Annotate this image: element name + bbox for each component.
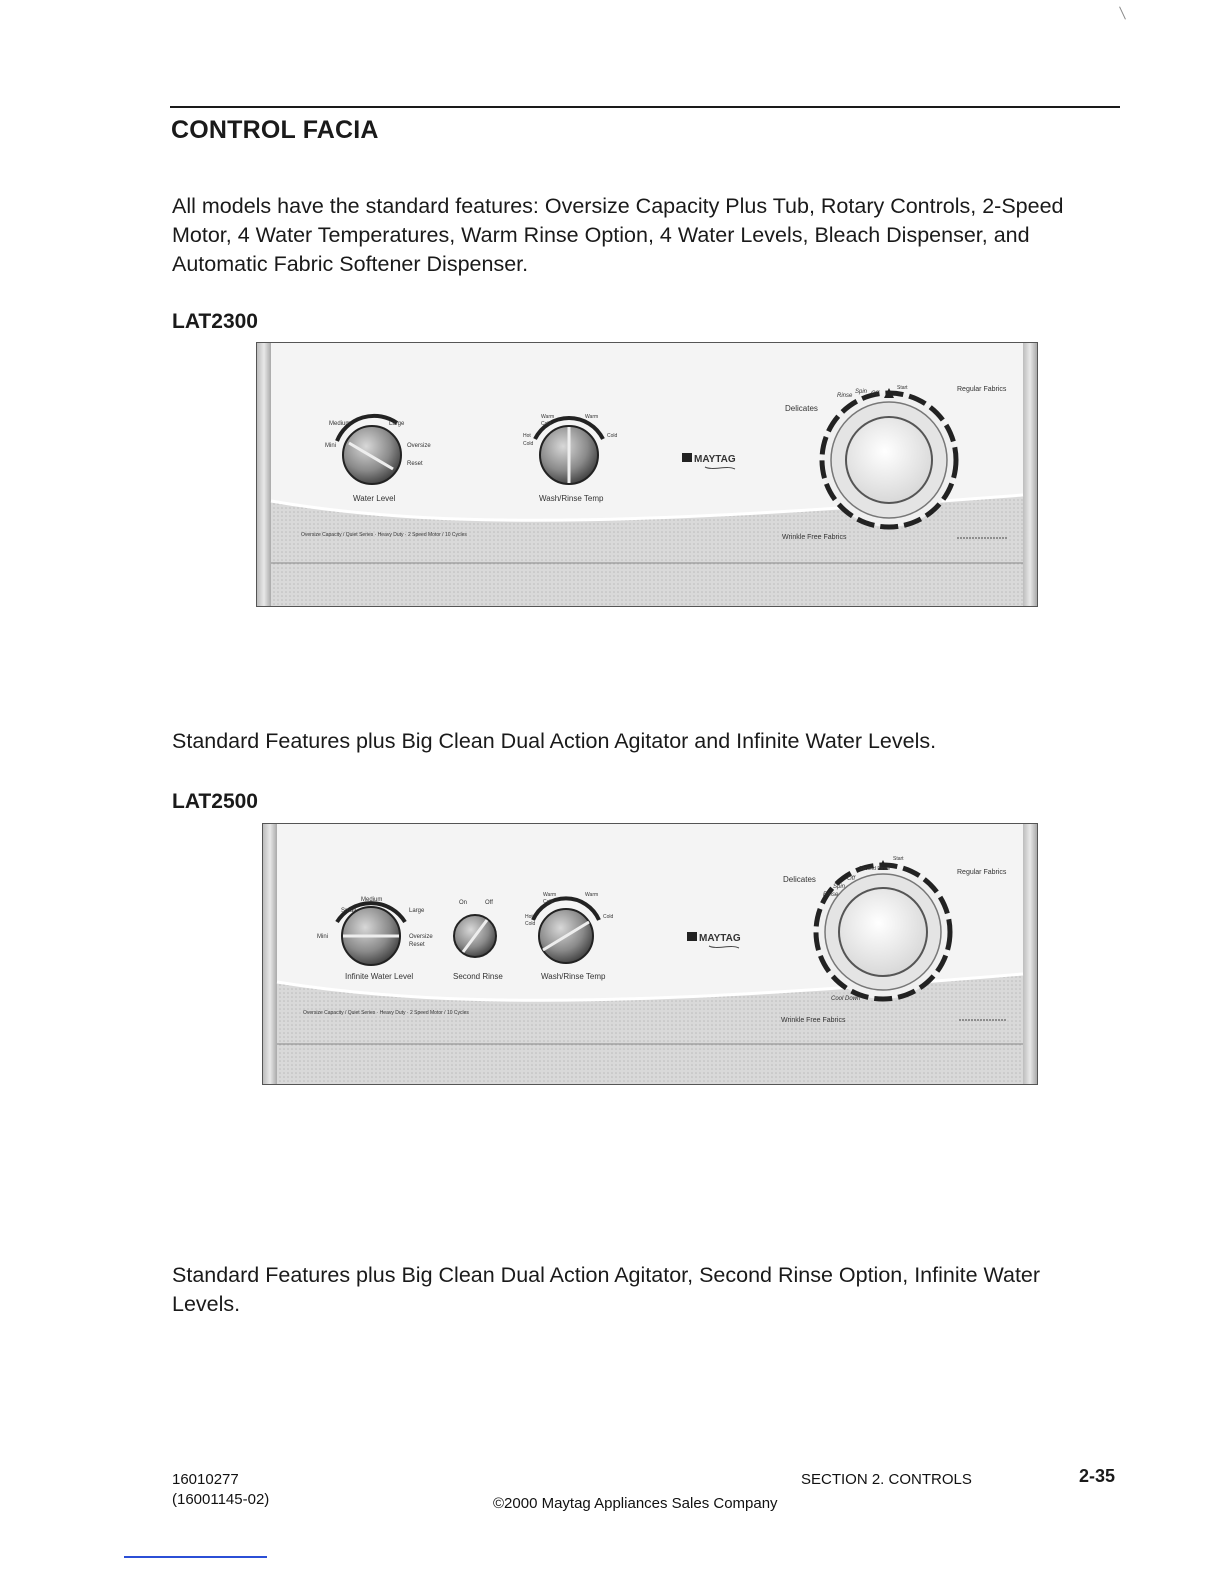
cycle-mark: Second Rinse (859, 866, 891, 872)
temp-mark: Cold (603, 914, 614, 920)
model-heading-lat2500: LAT2500 (172, 790, 258, 813)
lat2500-description: Standard Features plus Big Clean Dual Action Agitator, Second Rinse Option, Infinite Water Levels. (172, 1263, 1041, 1316)
cycle-mark: Rinse (837, 393, 853, 399)
cycle-mark: Start (893, 856, 904, 862)
knob-label-wash-rinse-temp: Wash/Rinse Temp (539, 494, 604, 503)
cycle-mark: Cool Down (831, 996, 861, 1002)
water-level-mark: Small (341, 908, 357, 914)
cycle-label-regular: Regular Fabrics (957, 386, 1007, 393)
cycle-selector-dial[interactable] (822, 388, 956, 527)
cycle-selector-dial[interactable] (816, 860, 950, 999)
cycle-label-delicates: Delicates (785, 404, 818, 413)
second-rinse-mark-on: On (459, 900, 468, 906)
water-level-mark: Large (389, 421, 405, 427)
copyright: ©2000 Maytag Appliances Sales Company (493, 1495, 778, 1512)
feature-strip-text: Oversize Capacity / Quiet Series · Heavy Duty · 2 Speed Motor / 10 Cycles (301, 532, 467, 538)
water-level-mark: Medium (329, 421, 351, 427)
temp-mark: Warm (585, 892, 599, 898)
doc-reference: (16001145-02) (172, 1491, 270, 1508)
knob-label-infinite-water-level: Infinite Water Level (345, 972, 414, 981)
second-rinse-mark-off: Off (485, 900, 493, 906)
temp-mark: Hot (525, 914, 533, 920)
doc-number: 16010277 (172, 1471, 239, 1488)
cycle-label-regular: Regular Fabrics (957, 869, 1007, 876)
feature-strip-text: Oversize Capacity / Quiet Series · Heavy Duty · 2 Speed Motor / 10 Cycles (303, 1010, 469, 1016)
temp-mark: Cold (607, 433, 618, 439)
cycle-mark: Start (897, 385, 908, 391)
control-panel-lat2500 (262, 823, 1038, 1085)
water-level-mark: Reset (409, 942, 425, 948)
scan-mark (1119, 6, 1126, 19)
cycle-mark: Off (871, 391, 880, 397)
page-title: CONTROL FACIA (171, 116, 379, 144)
lat2300-description: Standard Features plus Big Clean Dual Action Agitator and Infinite Water Levels. (172, 729, 937, 753)
control-panel-lat2300 (256, 342, 1038, 607)
cycle-label-wrinkle-free: Wrinkle Free Fabrics (781, 1017, 846, 1024)
temp-mark: Cold (525, 921, 536, 927)
knob-label-wash-rinse-temp: Wash/Rinse Temp (541, 972, 606, 981)
temp-mark: Warm (541, 414, 555, 420)
water-level-mark: Reset (407, 461, 423, 467)
section-label: SECTION 2. CONTROLS (801, 1471, 972, 1488)
temp-mark: Cold (523, 441, 534, 447)
temp-mark: Cold (541, 421, 552, 427)
temp-mark: Warm (585, 414, 599, 420)
maytag-logo-icon (687, 932, 697, 941)
model-heading-lat2300: LAT2300 (172, 310, 258, 333)
maytag-logo-icon (682, 453, 692, 462)
second-rinse-knob[interactable] (454, 915, 496, 957)
temp-mark: Cold (543, 899, 554, 905)
cycle-mark: Off (847, 876, 856, 882)
cycle-mark: Rinse (823, 892, 839, 898)
scan-edge-line (124, 1556, 267, 1558)
brand-name: MAYTAG (694, 454, 736, 465)
temp-mark: Warm (543, 892, 557, 898)
water-level-mark: Oversize (407, 443, 431, 449)
header-rule (170, 106, 1120, 108)
temp-mark: Hot (523, 433, 531, 439)
water-level-mark: Oversize (409, 934, 433, 940)
knob-label-water-level: Water Level (353, 494, 396, 503)
water-level-mark: Mini (325, 443, 337, 449)
cycle-mark: Spin (855, 389, 868, 395)
cycle-label-delicates: Delicates (783, 875, 816, 884)
cycle-label-wrinkle-free: Wrinkle Free Fabrics (782, 534, 847, 541)
water-level-mark: Large (409, 908, 425, 914)
knob-label-second-rinse: Second Rinse (453, 972, 503, 981)
water-level-mark: Medium (361, 897, 383, 903)
cycle-mark: Spin (833, 884, 846, 890)
intro-paragraph: All models have the standard features: Oversize Capacity Plus Tub, Rotary Controls, 2-Speed Motor, 4 Water Temperatures, Warm Rinse Option, 4 Water Levels, Bleach Dispenser, and Automatic Fabric Softener Dispenser. (172, 194, 1064, 276)
brand-name: MAYTAG (699, 933, 741, 944)
water-level-mark: Mini (317, 934, 329, 940)
page-number: 2-35 (1079, 1466, 1116, 1486)
